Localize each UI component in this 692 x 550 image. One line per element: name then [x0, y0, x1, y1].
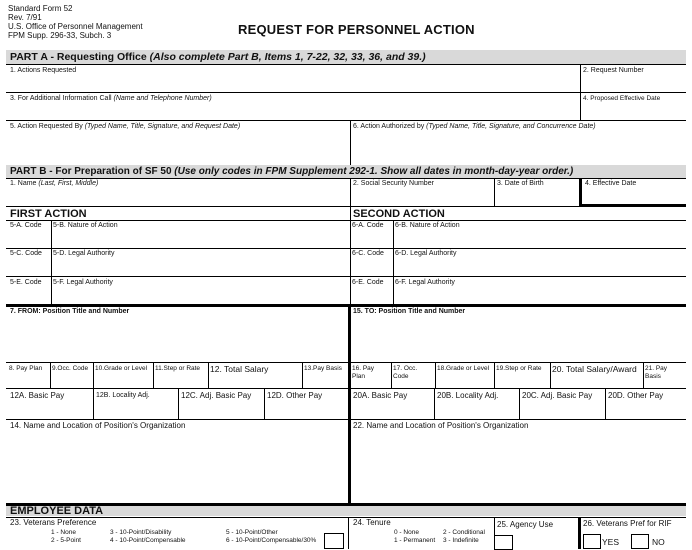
label-24: 24. Tenure	[353, 518, 391, 527]
label-6e: 6-E. Code	[352, 279, 384, 286]
first-action-title: FIRST ACTION	[10, 208, 87, 220]
label-6d: 6-D. Legal Authority	[395, 250, 457, 257]
label-26: 26. Veterans Pref for RIF	[583, 519, 672, 528]
label-12d: 12D. Other Pay	[267, 391, 323, 400]
name-label: 1. Name (Last, First, Middle)	[10, 180, 99, 187]
veterans-rif-yes-label: YES	[602, 537, 620, 547]
label-21-line2: Basis	[645, 373, 661, 380]
form-number: Standard Form 52	[8, 4, 73, 13]
vp-option-3: 3 - 10-Point/Disability	[110, 529, 172, 536]
effective-date-field[interactable]	[585, 190, 683, 202]
ssn-label: 2. Social Security Number	[353, 180, 434, 187]
label-5f: 5-F. Legal Authority	[53, 279, 113, 286]
action-authorized-by-field[interactable]	[353, 133, 683, 161]
label-12b: 12B. Locality Adj.	[96, 392, 150, 399]
label-21-line1: 21. Pay	[645, 365, 668, 372]
label-17-line1: 17. Occ.	[393, 365, 418, 372]
label-19: 19.Step or Rate	[496, 365, 542, 372]
veterans-rif-yes-box[interactable]	[583, 534, 601, 549]
additional-info-label: 3. For Additional Information Call (Name and Telephone Number)	[10, 95, 212, 102]
employee-data-title: EMPLOYEE DATA	[10, 505, 104, 517]
label-14: 14. Name and Location of Position's Organization	[10, 421, 186, 430]
form-agency: U.S. Office of Personnel Management	[8, 22, 143, 31]
from-position-label: 7. FROM: Position Title and Number	[10, 308, 130, 315]
veterans-rif-no-box[interactable]	[631, 534, 649, 549]
label-12c: 12C. Adj. Basic Pay	[181, 391, 252, 400]
from-position-field[interactable]	[10, 318, 344, 360]
page-title: REQUEST FOR PERSONNEL ACTION	[238, 22, 475, 37]
request-number-field[interactable]	[583, 76, 683, 90]
proposed-effective-date-label: 4. Proposed Effective Date	[583, 95, 661, 102]
label-20c: 20C. Adj. Basic Pay	[522, 391, 593, 400]
tenure-option-0: 0 - None	[394, 529, 419, 536]
label-18: 18.Grade or Level	[437, 365, 490, 372]
from-organization-field[interactable]	[10, 433, 344, 499]
vp-option-1: 1 - None	[51, 529, 76, 536]
request-number-label: 2. Request Number	[583, 67, 644, 74]
additional-info-field[interactable]	[10, 104, 576, 118]
label-17-line2: Code	[393, 373, 409, 380]
label-13: 13.Pay Basis	[304, 365, 342, 372]
ssn-field[interactable]	[353, 190, 491, 204]
label-22: 22. Name and Location of Position's Organization	[353, 421, 529, 430]
label-16-line2: Plan	[352, 373, 366, 380]
veterans-rif-no-label: NO	[652, 537, 665, 547]
proposed-effective-date-field[interactable]	[583, 104, 683, 118]
vp-option-2: 2 - 5-Point	[51, 537, 81, 544]
label-12a: 12A. Basic Pay	[10, 391, 65, 400]
tenure-box[interactable]	[494, 535, 513, 550]
vp-option-6: 6 - 10-Point/Compensable/30%	[226, 537, 317, 544]
date-of-birth-field[interactable]	[497, 190, 577, 204]
label-25: 25. Agency Use	[497, 520, 554, 529]
label-12: 12. Total Salary	[210, 364, 269, 374]
label-16-line1: 16. Pay	[352, 365, 375, 372]
to-position-label: 15. TO: Position Title and Number	[353, 308, 466, 315]
label-20d: 20D. Other Pay	[608, 391, 664, 400]
action-requested-by-field[interactable]	[10, 133, 346, 161]
label-11: 11.Step or Rate	[155, 365, 201, 372]
effective-date-label: 4. Effective Date	[585, 180, 637, 187]
label-20: 20. Total Salary/Award	[552, 364, 637, 374]
label-5c: 5-C. Code	[10, 250, 42, 257]
action-requested-by-label: 5. Action Requested By (Typed Name, Title, Signature, and Request Date)	[10, 123, 241, 130]
second-action-title: SECOND ACTION	[353, 208, 445, 220]
label-5b: 5-B. Nature of Action	[53, 222, 118, 229]
to-position-field[interactable]	[353, 318, 683, 360]
name-field[interactable]	[10, 190, 346, 204]
label-20a: 20A. Basic Pay	[353, 391, 408, 400]
tenure-option-2: 2 - Conditional	[443, 529, 485, 536]
action-authorized-by-label: 6. Action Authorized by (Typed Name, Title, Signature, and Concurrence Date)	[353, 123, 596, 130]
tenure-option-1: 1 - Permanent	[394, 537, 436, 544]
label-5a: 5-A. Code	[10, 222, 42, 229]
to-organization-field[interactable]	[353, 433, 683, 499]
actions-requested-field[interactable]	[10, 76, 576, 90]
label-6f: 6-F. Legal Authority	[395, 279, 455, 286]
part-a-heading: PART A - Requesting Office (Also complete Part B, Items 1, 7-22, 32, 33, 36, and 39.)	[10, 51, 426, 63]
veterans-preference-box[interactable]	[324, 533, 344, 549]
label-23: 23. Veterans Preference	[10, 518, 97, 527]
date-of-birth-label: 3. Date of Birth	[497, 180, 544, 187]
label-5e: 5-E. Code	[10, 279, 42, 286]
label-8: 8. Pay Plan	[9, 365, 43, 372]
label-10: 10.Grade or Level	[95, 365, 148, 372]
form-supplement: FPM Supp. 296-33, Subch. 3	[8, 31, 112, 40]
tenure-option-3: 3 - Indefinite	[443, 537, 479, 544]
vp-option-5: 5 - 10-Point/Other	[226, 529, 278, 536]
label-20b: 20B. Locality Adj.	[437, 391, 499, 400]
actions-requested-label: 1. Actions Requested	[10, 67, 77, 74]
label-6a: 6-A. Code	[352, 222, 384, 229]
label-9: 9.Occ. Code	[52, 365, 89, 372]
form-revision: Rev. 7/91	[8, 13, 42, 22]
part-b-heading: PART B - For Preparation of SF 50 (Use only codes in FPM Supplement 292-1. Show all dates in month-day-year order.)	[10, 166, 574, 177]
label-5d: 5-D. Legal Authority	[53, 250, 115, 257]
label-6c: 6-C. Code	[352, 250, 384, 257]
label-6b: 6-B. Nature of Action	[395, 222, 460, 229]
vp-option-4: 4 - 10-Point/Compensable	[110, 537, 186, 544]
